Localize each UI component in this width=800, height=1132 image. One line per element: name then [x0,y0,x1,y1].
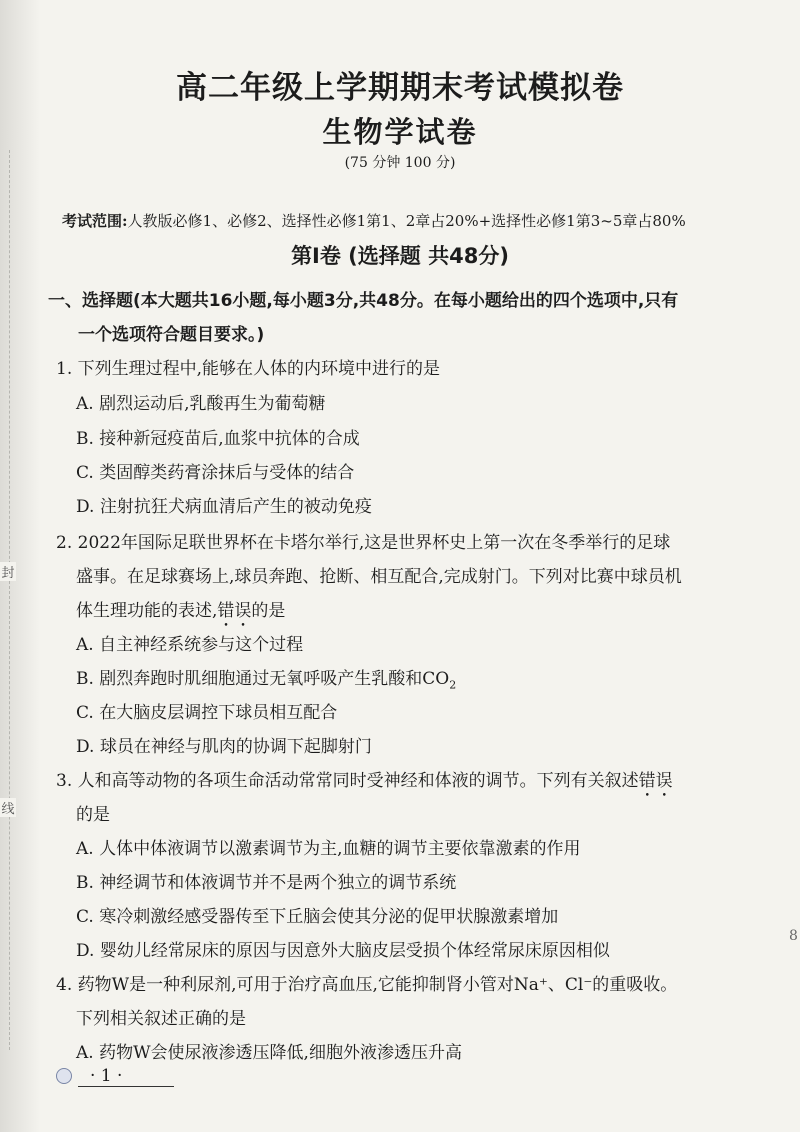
emphasis-wrong: 错误 [217,601,252,621]
section-instruction-2: 一个选项符合题目要求。) [78,325,265,345]
question-3-option-c: C. 寒冷刺激经感受器传至下丘脑会使其分泌的促甲状腺激素增加 [76,907,559,927]
emphasis-wrong: 错误 [638,771,673,791]
page-number: · 1 · [90,1066,123,1086]
question-3-option-d: D. 婴幼儿经常尿床的原因与因意外大脑皮层受损个体经常尿床原因相似 [76,941,610,961]
question-2-option-d: D. 球员在神经与肌肉的协调下起脚射门 [76,737,372,757]
time-score: (75 分钟 100 分) [344,155,456,171]
co2-subscript: 2 [449,678,457,692]
question-4-stem-line2: 下列相关叙述正确的是 [76,1009,246,1029]
exam-title: 高二年级上学期期末考试模拟卷 [176,70,624,106]
question-3-option-b: B. 神经调节和体液调节并不是两个独立的调节系统 [76,873,457,893]
question-3-stem-line1: 3. 人和高等动物的各项生命活动常常同时受神经和体液的调节。下列有关叙述错误 [56,771,673,791]
question-1-option-d: D. 注射抗狂犬病血清后产生的被动免疫 [76,497,372,517]
section-instruction-1: 一、选择题(本大题共16小题,每小题3分,共48分。在每小题给出的四个选项中,只有 [48,291,679,311]
question-3-option-a: A. 人体中体液调节以激素调节为主,血糖的调节主要依靠激素的作用 [76,839,581,859]
question-1-stem: 1. 下列生理过程中,能够在人体的内环境中进行的是 [56,359,441,379]
lightbulb-icon [56,1068,72,1084]
question-4-option-a: A. 药物W会使尿液渗透压降低,细胞外液渗透压升高 [76,1043,462,1063]
question-1-option-b: B. 接种新冠疫苗后,血浆中抗体的合成 [76,429,360,449]
question-2-stem-line3: 体生理功能的表述,错误的是 [76,601,286,621]
question-1-option-a: A. 剧烈运动后,乳酸再生为葡萄糖 [76,394,326,414]
binding-mark-seal: 封 [0,562,16,581]
question-2-option-b: B. 剧烈奔跑时肌细胞通过无氧呼吸产生乳酸和$CO_2$ [76,669,457,692]
question-2-option-c: C. 在大脑皮层调控下球员相互配合 [76,703,338,723]
binding-mark-line: 线 [0,798,16,817]
question-2-stem-line2: 盛事。在足球赛场上,球员奔跑、抢断、相互配合,完成射门。下列对比赛中球员机 [76,567,682,587]
scope-text: 人教版必修1、必修2、选择性必修1第1、2章占20%+选择性必修1第3~5章占80% [127,212,686,230]
page-footer [56,1064,174,1090]
question-2-stem-line1: 2. 2022年国际足联世界杯在卡塔尔举行,这是世界杯史上第一次在冬季举行的足球 [56,533,671,553]
exam-subject: 生物学试卷 [322,115,478,149]
binding-dashed-line [9,150,10,1050]
question-3-stem-line2: 的是 [76,805,110,825]
exam-scope [62,210,686,231]
footer-underline [78,1086,174,1087]
section-title: 第Ⅰ卷 (选择题 共48分) [291,244,509,268]
question-2-option-a: A. 自主神经系统参与这个过程 [76,635,304,655]
right-edge-mark: 8 [789,928,798,944]
question-1-option-c: C. 类固醇类药膏涂抹后与受体的结合 [76,463,355,483]
scope-label: 考试范围: [62,212,128,230]
question-4-stem-line1: 4. 药物W是一种利尿剂,可用于治疗高血压,它能抑制肾小管对Na⁺、Cl⁻的重吸收。 [56,975,678,995]
